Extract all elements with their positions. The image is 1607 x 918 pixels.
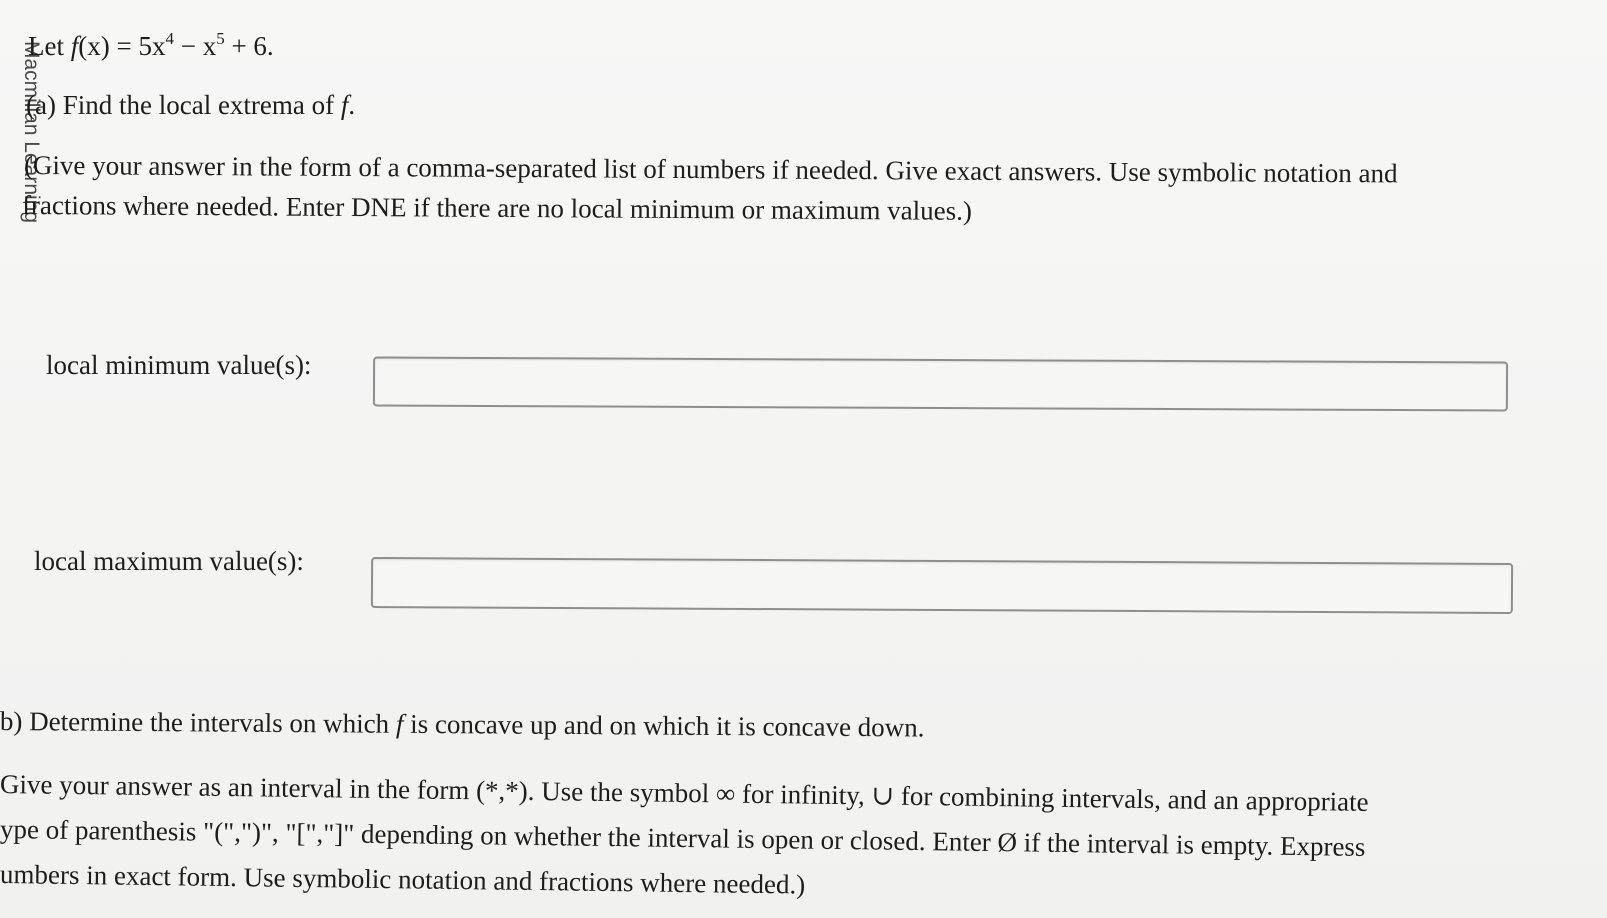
problem-statement <box>28 30 274 62</box>
local-maximum-field[interactable] <box>371 557 1513 614</box>
side-branding-label: Macmillan Learning <box>20 40 44 224</box>
part-a-instructions-line-1: (Give your answer in the form of a comma-separated list of numbers if needed. Give exact answers. Use symbolic notation and <box>23 150 1398 189</box>
part-b-title-suffix: is concave up and on which it is concave down. <box>403 708 925 743</box>
part-a-function-symbol: f <box>340 90 349 120</box>
part-b-function-symbol: f <box>395 708 404 739</box>
part-a-title-text: (a) Find the local extrema of <box>26 90 341 120</box>
part-b-instructions-line-3: umbers in exact form. Use symbolic notation and fractions where needed.) <box>0 859 806 900</box>
exponent-5: 5 <box>216 29 225 48</box>
local-minimum-input[interactable] <box>375 359 1506 410</box>
problem-prefix: Let <box>28 31 71 61</box>
side-branding-strip <box>0 0 44 270</box>
part-a-instructions-line-2: fractions where needed. Enter DNE if there are no local minimum or maximum values.) <box>21 190 972 226</box>
function-symbol: f <box>70 31 79 61</box>
exponent-4: 4 <box>165 29 174 48</box>
part-b-instructions-line-1: Give your answer as an interval in the form (*,*). Use the symbol ∞ for infinity, ∪ for combining intervals, and an appropriate <box>0 769 1369 817</box>
function-tail: + 6. <box>224 31 274 61</box>
function-body: (x) = 5x <box>78 31 166 61</box>
part-b-title <box>0 705 925 743</box>
part-b-title-text: b) Determine the intervals on which <box>0 706 396 739</box>
local-minimum-label: local minimum value(s): <box>46 350 312 380</box>
local-maximum-input[interactable] <box>373 559 1511 612</box>
part-b-instructions-line-2: ype of parenthesis "(",")", "[","]" depending on whether the interval is open or closed. Enter Ø if the interval is empty. Express <box>0 814 1366 862</box>
local-maximum-label: local maximum value(s): <box>34 546 304 576</box>
part-a-title-period: . <box>348 90 356 120</box>
function-minus: − x <box>173 31 217 61</box>
part-a-title <box>26 89 355 121</box>
local-minimum-field[interactable] <box>373 357 1508 412</box>
